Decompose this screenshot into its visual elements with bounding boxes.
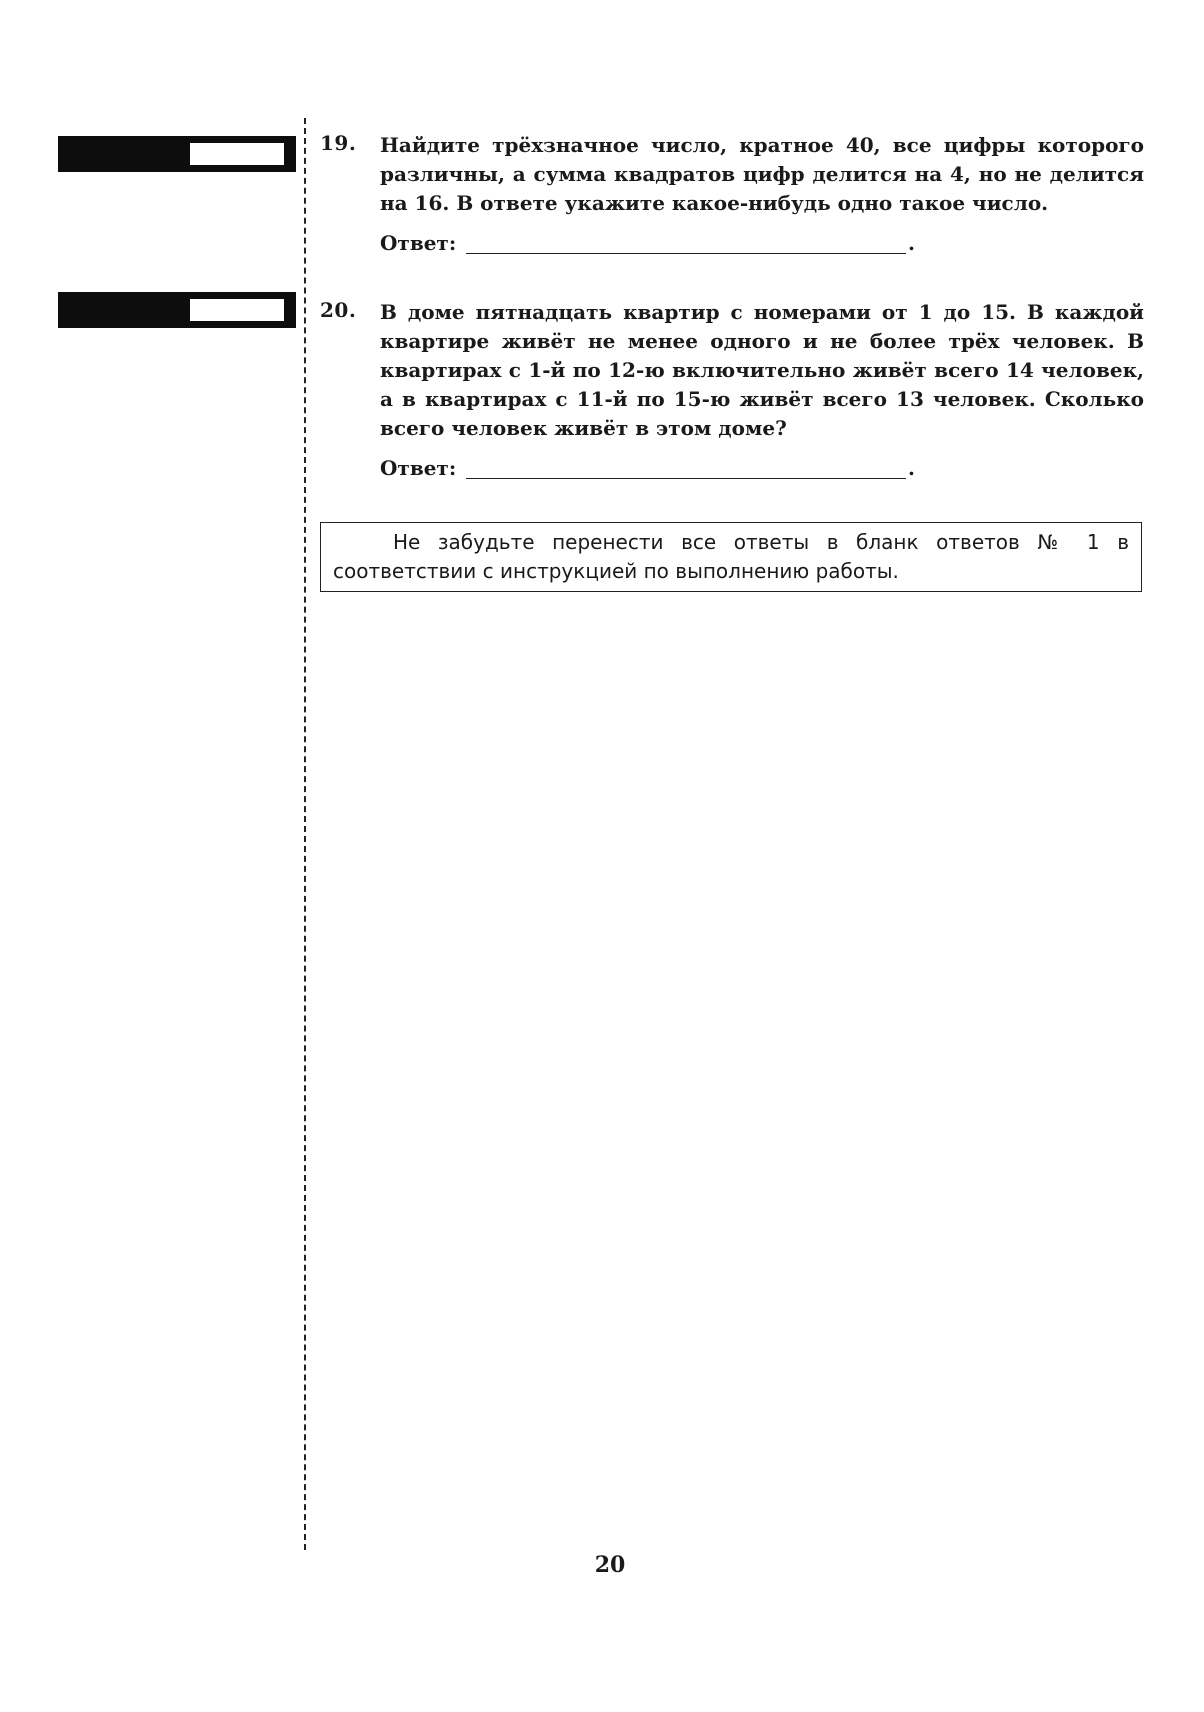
answer-row — [380, 231, 915, 255]
task-text: Найдите трёхзначное число, кратное 40, все цифры которого различны, а сумма квадратов цифр делится на 4, но не делится на 16. В ответе укажите какое-нибудь одно такое число. — [380, 133, 1144, 215]
answer-end: . — [908, 231, 915, 255]
margin-box-20 — [58, 292, 296, 328]
notice-text: Не забудьте перенести все ответы в бланк ответов № 1 в соответствии с инструкцией по выполнению работы. — [333, 530, 1129, 583]
answer-row — [380, 456, 915, 480]
cut-line — [304, 118, 306, 1550]
margin-answer-cell-20 — [190, 299, 284, 321]
answer-field[interactable] — [466, 478, 906, 479]
answer-label: Ответ: — [380, 231, 457, 255]
margin-box-19 — [58, 136, 296, 172]
task-text: В доме пятнадцать квартир с номерами от 1 до 15. В каждой квартире живёт не менее одного и не более трёх человек. В квартирах с 1-й по 12-ю включительно живёт всего 14 человек, а в квартирах с 11-й по 15-ю живёт всего 13 человек. Сколько всего человек живёт в этом доме? — [380, 300, 1144, 440]
answer-end: . — [908, 456, 915, 480]
task-number: 20. — [320, 298, 357, 322]
answer-field[interactable] — [466, 253, 906, 254]
margin-answer-cell-19 — [190, 143, 284, 165]
answer-label: Ответ: — [380, 456, 457, 480]
notice-box — [320, 522, 1142, 592]
task-number: 19. — [320, 131, 357, 155]
page-number: 20 — [594, 1552, 626, 1578]
